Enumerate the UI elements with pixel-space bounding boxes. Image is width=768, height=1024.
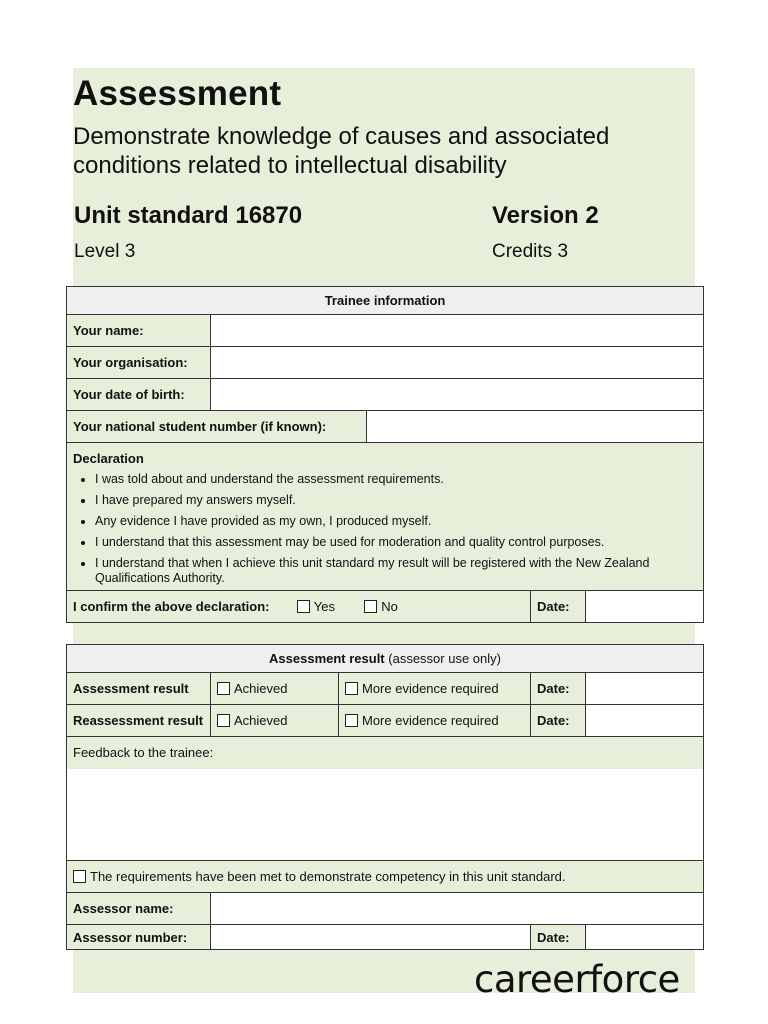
declaration-title: Declaration: [73, 451, 144, 466]
nsn-label: Your national student number (if known):: [67, 411, 367, 443]
assessment-result-heading: [67, 645, 704, 673]
dob-field[interactable]: [211, 379, 704, 411]
credits: Credits 3: [492, 241, 569, 262]
careerforce-logo: careerforce: [474, 958, 680, 1001]
no-checkbox[interactable]: [364, 600, 377, 613]
declaration-item: • I have prepared my answers myself.: [95, 493, 697, 508]
nsn-field[interactable]: [367, 411, 704, 443]
declaration-list: [73, 472, 697, 586]
declaration-item: • I understand that this assessment may be used for moderation and quality control purposes.: [95, 535, 697, 550]
reassessment-achieved-checkbox[interactable]: [217, 714, 230, 727]
reassessment-result-label: Reassessment result: [67, 705, 211, 737]
reassessment-more-evidence-label: More evidence required: [362, 712, 499, 728]
assessment-result-heading-bold: Assessment result: [269, 651, 385, 666]
requirements-met-label: The requirements have been met to demonstrate competency in this unit standard.: [90, 868, 566, 884]
requirements-met-checkbox[interactable]: [73, 870, 86, 883]
assessor-date-label: Date:: [531, 925, 586, 950]
trainee-information-table: [66, 286, 704, 623]
reassessment-more-evidence-checkbox[interactable]: [345, 714, 358, 727]
assessment-date-label: Date:: [531, 673, 586, 705]
name-label: Your name:: [67, 315, 211, 347]
assessor-name-label: Assessor name:: [67, 893, 211, 925]
assessment-achieved-checkbox[interactable]: [217, 682, 230, 695]
assessment-result-table: [66, 644, 704, 950]
confirm-date-field[interactable]: [586, 591, 704, 623]
page-subtitle: Demonstrate knowledge of causes and associated conditions related to intellectual disability: [73, 123, 610, 179]
organisation-label: Your organisation:: [67, 347, 211, 379]
reassessment-date-label: Date:: [531, 705, 586, 737]
no-label: No: [381, 598, 398, 614]
version: Version 2: [492, 202, 599, 229]
confirm-declaration-row: [67, 591, 531, 623]
assessment-achieved-label: Achieved: [234, 680, 288, 696]
declaration-item: • I was told about and understand the assessment requirements.: [95, 472, 697, 487]
organisation-field[interactable]: [211, 347, 704, 379]
requirements-row: [67, 861, 704, 893]
assessment-result-label: Assessment result: [67, 673, 211, 705]
declaration-item: • Any evidence I have provided as my own, I produced myself.: [95, 514, 697, 529]
declaration-item: • I understand that when I achieve this unit standard my result will be registered with the New Zealand Qualifications Authority.: [95, 556, 697, 586]
reassessment-achieved-label: Achieved: [234, 712, 288, 728]
assessment-date-field[interactable]: [586, 673, 704, 705]
yes-label: Yes: [313, 598, 335, 614]
name-field[interactable]: [211, 315, 704, 347]
assessor-date-field[interactable]: [586, 925, 704, 950]
declaration-section: [67, 443, 704, 591]
yes-checkbox[interactable]: [297, 600, 310, 613]
trainee-information-heading: Trainee information: [67, 287, 704, 315]
assessment-more-evidence-label: More evidence required: [362, 680, 499, 696]
assessor-number-label: Assessor number:: [67, 925, 211, 950]
assessment-more-evidence-checkbox[interactable]: [345, 682, 358, 695]
reassessment-date-field[interactable]: [586, 705, 704, 737]
assessor-number-field[interactable]: [211, 925, 531, 950]
confirm-date-label: Date:: [531, 591, 586, 623]
level: Level 3: [74, 241, 136, 262]
assessor-name-field[interactable]: [211, 893, 704, 925]
assessment-result-heading-note: (assessor use only): [384, 651, 501, 666]
unit-standard: Unit standard 16870: [74, 202, 303, 229]
feedback-label: Feedback to the trainee:: [67, 737, 703, 769]
page-title: Assessment: [73, 74, 282, 113]
confirm-label: I confirm the above declaration:: [73, 598, 270, 614]
dob-label: Your date of birth:: [67, 379, 211, 411]
feedback-area[interactable]: [67, 737, 704, 861]
